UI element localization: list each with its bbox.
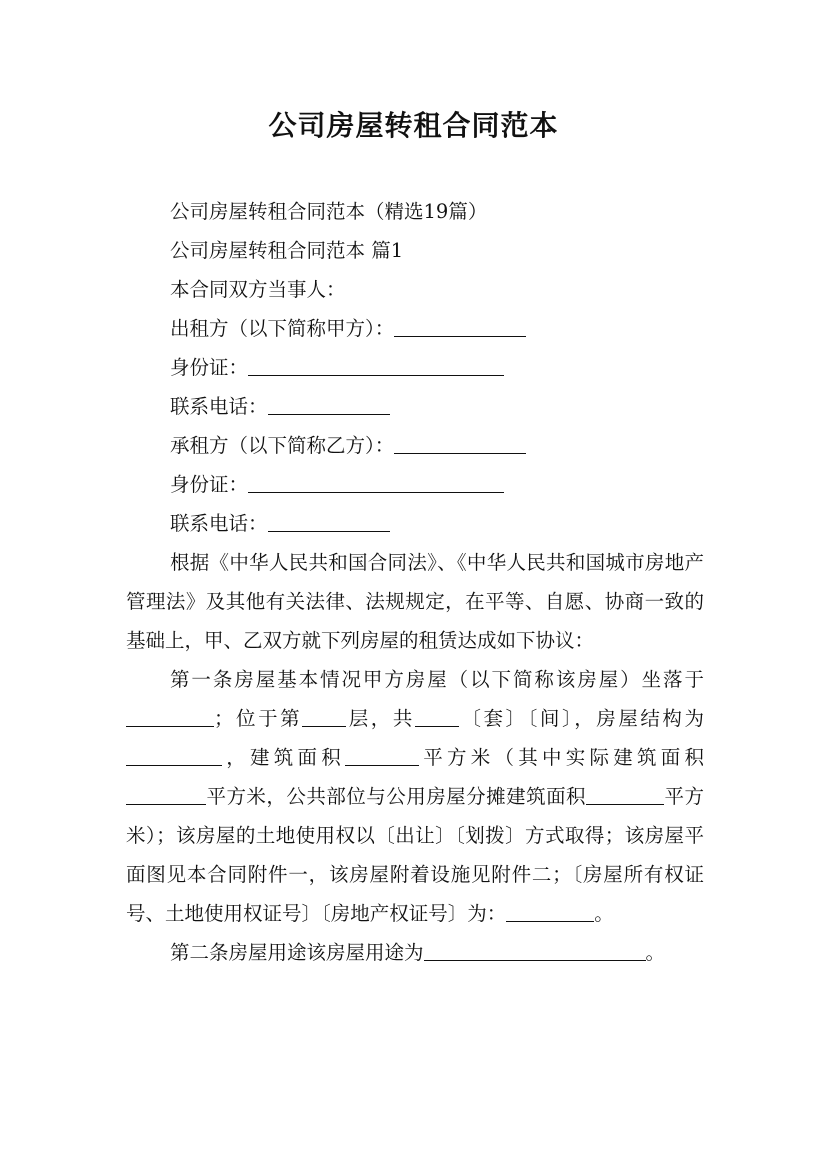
lessor-label: 出租方（以下简称甲方）： [170, 317, 395, 340]
lessee-id-label: 身份证： [170, 473, 249, 496]
floor-area-blank [345, 764, 419, 766]
document-body [126, 192, 704, 972]
parties-intro: 本合同双方当事人： [170, 278, 346, 301]
lessee-phone-line [126, 504, 704, 543]
article-1-text-4: 〔套〕〔间〕，房屋结构为 [458, 707, 704, 730]
lessor-id-line [126, 348, 704, 387]
location-blank [126, 725, 214, 727]
lessee-label: 承租方（以下简称乙方）： [170, 434, 395, 457]
article-1-text-8: 平方米）；该房屋的土地使用权以〔出让〕〔划拨〕方式取得；该房屋平面图见本合同附件一，该房屋附着设施见附件二；〔房屋所有权证号、土地使用权证号〕〔房地产权证号〕为： [126, 785, 704, 925]
article-2-text-2: 。 [645, 941, 666, 964]
lessee-phone-blank [268, 530, 390, 532]
lessor-id-blank [248, 374, 504, 376]
lessor-line [126, 309, 704, 348]
shared-area-blank [586, 803, 664, 805]
paragraph-legal-basis: 根据《中华人民共和国合同法》、《中华人民共和国城市房地产管理法》及其他有关法律、法规规定，在平等、自愿、协商一致的基础上，甲、乙双方就下列房屋的租赁达成如下协议： [126, 551, 704, 652]
lessor-phone-label: 联系电话： [170, 395, 268, 418]
article-1-text-3: 层，共 [346, 707, 415, 730]
document-title: 公司房屋转租合同范本 [268, 109, 559, 142]
chapter-heading: 公司房屋转租合同范本 篇1 [170, 239, 404, 262]
article-1-text-6: 平方米（其中实际建筑面积 [419, 746, 704, 769]
usage-blank [424, 959, 646, 961]
lessor-phone-blank [268, 413, 390, 415]
structure-blank [126, 764, 222, 766]
lessee-name-blank [394, 452, 526, 454]
lessee-id-line [126, 465, 704, 504]
floor-blank [302, 725, 346, 727]
article-2-text-1: 第二条房屋用途该房屋用途为 [170, 941, 424, 964]
subtitle: 公司房屋转租合同范本（精选19篇） [170, 200, 488, 223]
certificate-number-blank [506, 920, 594, 922]
lessor-phone-line [126, 387, 704, 426]
lessee-phone-label: 联系电话： [170, 512, 268, 535]
lessee-line [126, 426, 704, 465]
article-1-text-9: 。 [594, 902, 614, 925]
article-1-text-5: ，建筑面积 [222, 746, 345, 769]
units-blank [415, 725, 459, 727]
article-1-text-7: 平方米，公共部位与公用房屋分摊建筑面积 [206, 785, 587, 808]
article-1-paragraph [126, 660, 704, 933]
lessee-id-blank [248, 491, 504, 493]
article-1-text-1: 第一条房屋基本情况甲方房屋（以下简称该房屋）坐落于 [170, 668, 704, 691]
lessor-name-blank [394, 335, 526, 337]
lessor-id-label: 身份证： [170, 356, 249, 379]
actual-area-blank [126, 803, 206, 805]
article-1-text-2: ；位于第 [214, 707, 303, 730]
article-2-paragraph [126, 933, 704, 972]
